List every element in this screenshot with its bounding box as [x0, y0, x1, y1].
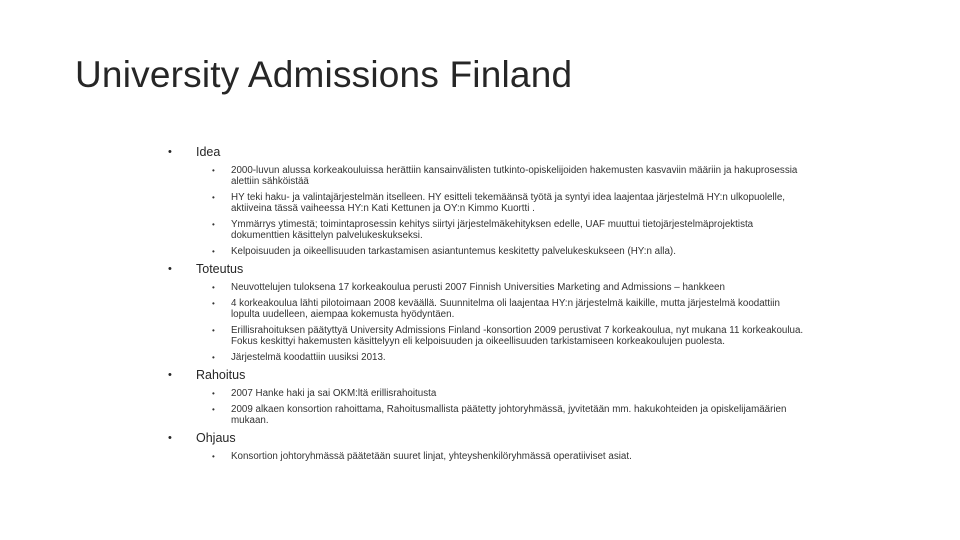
list-item-text: Kelpoisuuden ja oikeellisuuden tarkastamisen asiantuntemus keskitetty palvelukeskukseen (HY:n alla). — [231, 246, 676, 257]
sub-bullet-list — [168, 451, 808, 462]
list-item — [168, 325, 808, 347]
bullet-icon: • — [212, 299, 215, 308]
bullet-icon: • — [168, 263, 172, 275]
list-item-text: Järjestelmä koodattiin uusiksi 2013. — [231, 352, 386, 363]
bullet-icon: • — [212, 326, 215, 335]
list-item-text: 2009 alkaen konsortion rahoittama, Rahoitusmallista päätetty johtoryhmässä, jyvitetään mm. hakukohteiden ja opiskelijamäärien mukaan. — [231, 404, 787, 426]
bullet-icon: • — [212, 247, 215, 256]
list-item — [168, 192, 808, 214]
list-item — [168, 246, 808, 257]
list-item-text: Erillisrahoituksen päätyttyä University Admissions Finland -konsortion 2009 perustivat 7 korkeakoulua, nyt mukana 11 korkeakoulua. Fokus keskittyi hakemusten käsittelyyn eli kelpoisuuden ja oikeellisuuden tarkistamiseen korkeakoulujen puolesta. — [231, 325, 804, 347]
bullet-icon: • — [212, 220, 215, 229]
list-item — [168, 451, 808, 462]
list-item-text: 2000-luvun alussa korkeakouluissa herättiin kansainvälisten tutkinto-opiskelijoiden hakemusten kasvaviin määriin ja hakuprosessia alettiin sähköistää — [231, 165, 798, 187]
bullet-icon: • — [212, 389, 215, 398]
list-item — [168, 165, 808, 187]
section-heading-text: Toteutus — [196, 262, 244, 276]
bullet-icon: • — [212, 193, 215, 202]
list-item-text: Neuvottelujen tuloksena 17 korkeakoulua perusti 2007 Finnish Universities Marketing and Admissions – hankkeen — [231, 282, 725, 293]
bullet-icon: • — [212, 166, 215, 175]
sub-bullet-list — [168, 165, 808, 257]
slide-title: University Admissions Finland — [75, 54, 573, 95]
list-item-text: Ymmärrys ytimestä; toimintaprosessin kehitys siirtyi järjestelmäkehityksen edelle, UAF muuttui tietojärjestelmäprojektista dokumenttien käsittelyn palvelukeskukseksi. — [231, 219, 754, 241]
bullet-icon: • — [168, 146, 172, 158]
list-item — [168, 298, 808, 320]
list-item — [168, 352, 808, 363]
slide-content — [168, 145, 808, 467]
section-heading — [168, 262, 808, 277]
list-item-text: 4 korkeakoulua lähti pilotoimaan 2008 keväällä. Suunnitelma oli laajentaa HY:n järjestelmä kaikille, mutta järjestelmä koodattiin lopulta uudelleen, aiempaa kokemusta hyödyntäen. — [231, 298, 780, 320]
list-item — [168, 219, 808, 241]
bullet-icon: • — [212, 283, 215, 292]
section-heading-text: Rahoitus — [196, 368, 246, 382]
bullet-icon: • — [168, 369, 172, 381]
sub-bullet-list — [168, 388, 808, 426]
section-ohjaus — [168, 431, 808, 462]
section-toteutus — [168, 262, 808, 363]
section-idea — [168, 145, 808, 257]
list-item — [168, 404, 808, 426]
bullet-icon: • — [212, 405, 215, 414]
section-rahoitus — [168, 368, 808, 426]
section-heading — [168, 145, 808, 160]
list-item-text: 2007 Hanke haki ja sai OKM:ltä erillisrahoitusta — [231, 388, 437, 399]
bullet-icon: • — [212, 452, 215, 461]
list-item — [168, 388, 808, 399]
section-heading-text: Idea — [196, 145, 221, 159]
bullet-icon: • — [212, 353, 215, 362]
section-heading — [168, 368, 808, 383]
section-heading — [168, 431, 808, 446]
list-item — [168, 282, 808, 293]
section-heading-text: Ohjaus — [196, 431, 236, 445]
list-item-text: HY teki haku- ja valintajärjestelmän itselleen. HY esitteli tekemäänsä työtä ja syntyi idea laajentaa järjestelmä HY:n ulkopuolelle, aktiiveina tässä vaiheessa HY:n Kati Kettunen ja OY:n Kimmo Kuortti . — [231, 192, 786, 214]
bullet-icon: • — [168, 432, 172, 444]
sub-bullet-list — [168, 282, 808, 363]
list-item-text: Konsortion johtoryhmässä päätetään suuret linjat, yhteyshenkilöryhmässä operatiiviset asiat. — [231, 451, 632, 462]
